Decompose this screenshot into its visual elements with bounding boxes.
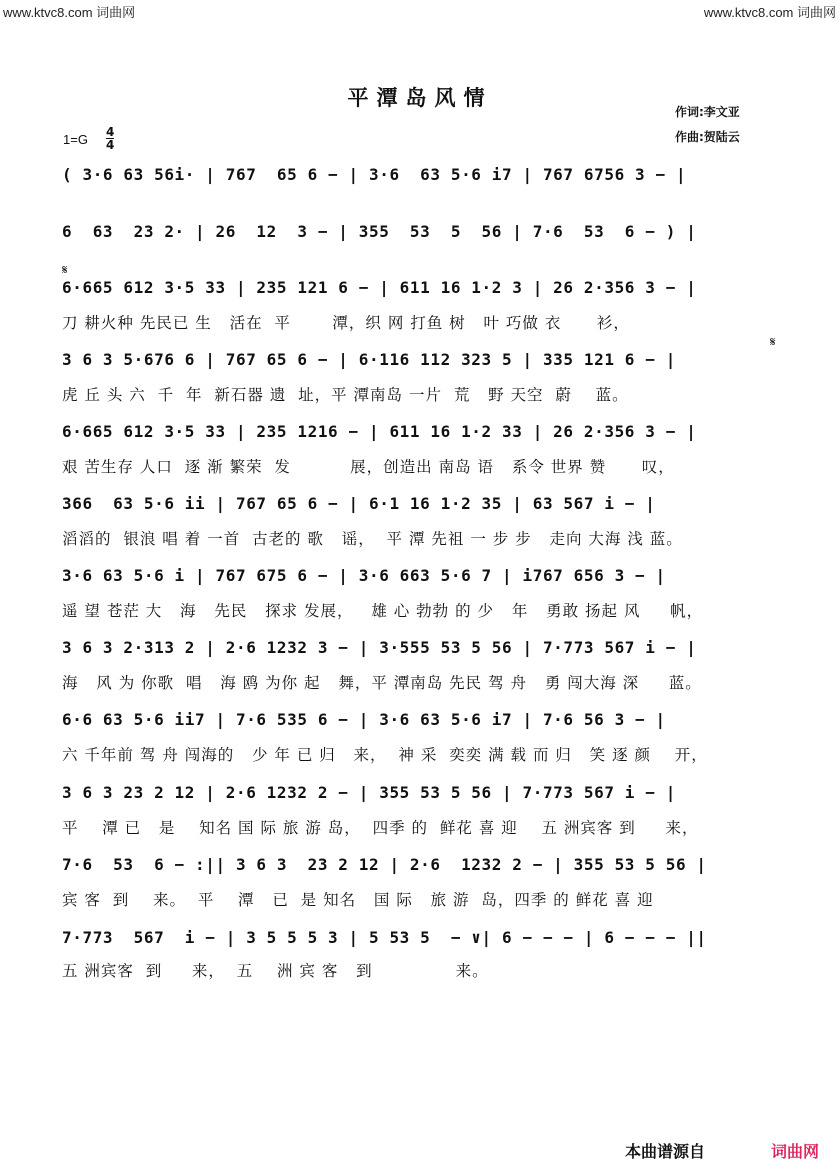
key-signature: 1=G [63, 132, 88, 147]
time-signature-top: 4 [106, 125, 115, 139]
segno-icon: 𝄋 [62, 263, 68, 278]
notation-line: 366 63 5·6 ii | 767 65 6 − | 6·1 16 1·2 35 | 63 567 i − | [62, 494, 656, 513]
notation-line: 7·6 53 6 − :|| 3 6 3 23 2 12 | 2·6 1232 2 − | 355 53 5 56 | [62, 855, 707, 874]
footer-source-label: 本曲谱源自 [625, 1142, 706, 1161]
notation-line: ( 3·6 63 56i· | 767 65 6 − | 3·6 63 5·6 i7 | 767 6756 3 − | [62, 165, 687, 184]
lyricist-credit: 作词:李文亚 [675, 105, 740, 119]
lyrics-line [62, 256, 787, 278]
lyrics-line: 五 洲宾客 到 来， 五 洲 宾 客 到 来。 [62, 962, 489, 980]
lyrics-line: 遥 望 苍茫 大 海 先民 探求 发展， 雄 心 勃勃 的 少 年 勇敢 扬起 风 帆， [62, 602, 704, 620]
lyrics-line: 宾 客 到 来。 平 潭 已 是 知名 国 际 旅 游 岛，四季 的 鲜花 喜 迎 [62, 891, 654, 909]
lyrics-line: 平 潭 已 是 知名 国 际 旅 游 岛， 四季 的 鲜花 喜 迎 五 洲宾客 到 来， [62, 819, 699, 837]
notation-line: 3·6 63 5·6 i | 767 675 6 − | 3·6 663 5·6 7 | i767 656 3 − | [62, 566, 666, 585]
lyrics-line: 海 风 为 你歌 唱 海 鸥 为你 起 舞，平 潭南岛 先民 驾 舟 勇 闯大海 深 蓝。 [62, 674, 702, 692]
notation-line: 3 6 3 2·313 2 | 2·6 1232 3 − | 3·555 53 5 56 | 7·773 567 i − | [62, 638, 697, 657]
site-header-right[interactable]: www.ktvc8.com 词曲网 [703, 5, 836, 20]
notation-line: 6 63 23 2· | 26 12 3 − | 355 53 5 56 | 7·6 53 6 − ) | [62, 222, 697, 241]
site-logo[interactable]: 词曲网 [771, 1142, 820, 1161]
notation-line: 6·665 612 3·5 33 | 235 121 6 − | 611 16 1·2 3 | 26 2·356 3 − | [62, 278, 697, 297]
site-header-left[interactable]: www.ktvc8.com 词曲网 [3, 5, 136, 20]
lyrics-line: 六 千年前 驾 舟 闯海的 少 年 已 归 来， 神 采 奕奕 满 载 而 归 笑 逐 颜 开， [62, 746, 708, 764]
notation-line: 3 6 3 23 2 12 | 2·6 1232 2 − | 355 53 5 56 | 7·773 567 i − | [62, 783, 676, 802]
notation-line: 3 6 3 5·676 6 | 767 65 6 − | 6·116 112 323 5 | 335 121 6 − | [62, 350, 676, 369]
song-title: 平潭岛风情 [347, 85, 493, 110]
notation-line: 6·665 612 3·5 33 | 235 1216 − | 611 16 1·2 33 | 26 2·356 3 − | [62, 422, 697, 441]
lyrics-line: 虎 丘 头 六 千 年 新石器 遗 址，平 潭南岛 一片 荒 野 天空 蔚 蓝。 [62, 386, 629, 404]
lyrics-line: 刀 耕火种 先民已 生 活在 平 潭，织 网 打鱼 树 叶 巧做 衣 衫， [62, 314, 630, 332]
lyrics-line: 滔滔的 银浪 唱 着 一首 古老的 歌 谣， 平 潭 先祖 一 步 步 走向 大海 浅 蓝。 [62, 530, 683, 548]
segno-icon: 𝄋 [770, 335, 776, 350]
time-signature [106, 126, 114, 151]
notation-line: 7·773 567 i − | 3 5 5 5 3 | 5 53 5 − ∨| 6 − − − | 6 − − − || [62, 928, 707, 947]
notation-line: 6·6 63 5·6 ii7 | 7·6 535 6 − | 3·6 63 5·6 i7 | 7·6 56 3 − | [62, 710, 666, 729]
lyrics-line: 艰 苦生存 人口 逐 渐 繁荣 发 展，创造出 南岛 语 系令 世界 赞 叹， [62, 458, 675, 476]
composer-credit: 作曲:贺陆云 [675, 130, 740, 144]
lyrics-line [62, 199, 787, 221]
time-signature-bottom: 4 [106, 138, 115, 152]
